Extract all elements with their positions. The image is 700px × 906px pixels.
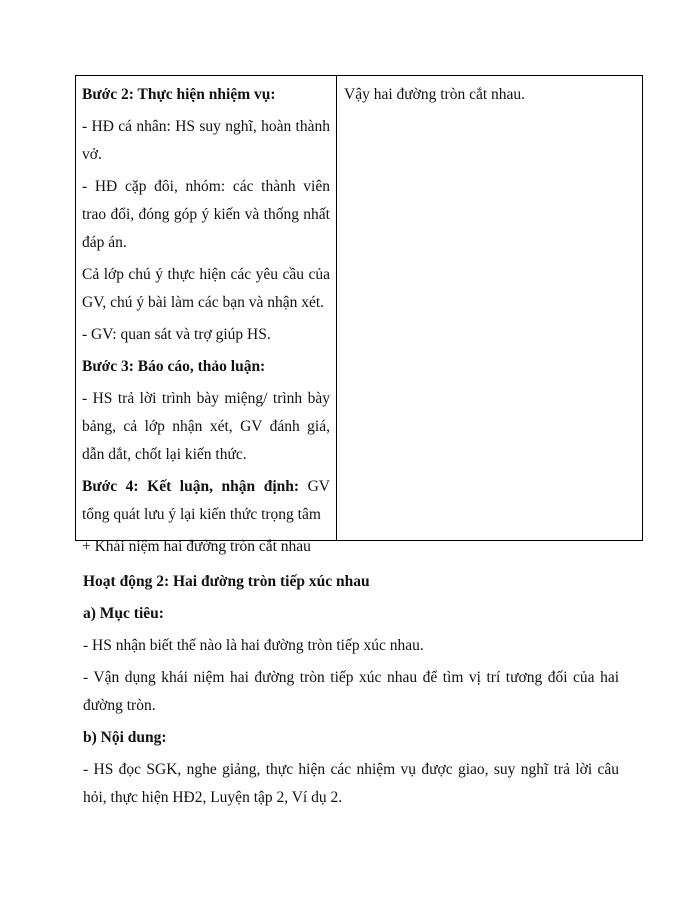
objective-item-apply: - Vận dụng khái niệm hai đường tròn tiếp xúc nhau để tìm vị trí tương đối của hai đường tròn. xyxy=(83,669,619,714)
step4-title: Bước 4: Kết luận, nhận định: xyxy=(82,478,300,495)
step3-item-report: - HS trả lời trình bày miệng/ trình bày bảng, cả lớp nhận xét, GV đánh giá, dẫn dắt, chốt lại kiến thức. xyxy=(82,390,330,463)
table-left-cell xyxy=(76,76,337,555)
step4-paragraph xyxy=(82,473,330,529)
step4-item-concept: + Khái niệm hai đường tròn cắt nhau xyxy=(82,538,311,555)
activity-heading: Hoạt động 2: Hai đường tròn tiếp xúc nhau xyxy=(83,573,370,590)
step2-item-group: - HĐ cặp đôi, nhóm: các thành viên trao đổi, đóng góp ý kiến và thống nhất đáp án. xyxy=(82,178,330,251)
lesson-table xyxy=(75,75,643,555)
activity-section xyxy=(83,568,619,816)
step4-text: GV tổng quát lưu ý lại kiến thức trọng tâm xyxy=(82,478,330,523)
content-title: b) Nội dung: xyxy=(83,729,167,746)
step3-title: Bước 3: Báo cáo, thảo luận: xyxy=(82,358,266,375)
step2-item-teacher: - GV: quan sát và trợ giúp HS. xyxy=(82,326,271,343)
step2-title: Bước 2: Thực hiện nhiệm vụ: xyxy=(82,86,276,103)
step2-item-individual: - HĐ cá nhân: HS suy nghĩ, hoàn thành vở. xyxy=(82,118,330,163)
table-right-cell xyxy=(337,76,642,540)
content-item-tasks: - HS đọc SGK, nghe giảng, thực hiện các nhiệm vụ được giao, suy nghĩ trả lời câu hỏi, thực hiện HĐ2, Luyện tập 2, Ví dụ 2. xyxy=(83,761,619,806)
objective-title: a) Mục tiêu: xyxy=(83,605,164,622)
step2-item-class: Cả lớp chú ý thực hiện các yêu cầu của GV, chú ý bài làm các bạn và nhận xét. xyxy=(82,266,330,311)
objective-item-recognize: - HS nhận biết thế nào là hai đường tròn tiếp xúc nhau. xyxy=(83,637,424,654)
conclusion-text: Vậy hai đường tròn cắt nhau. xyxy=(344,86,526,103)
